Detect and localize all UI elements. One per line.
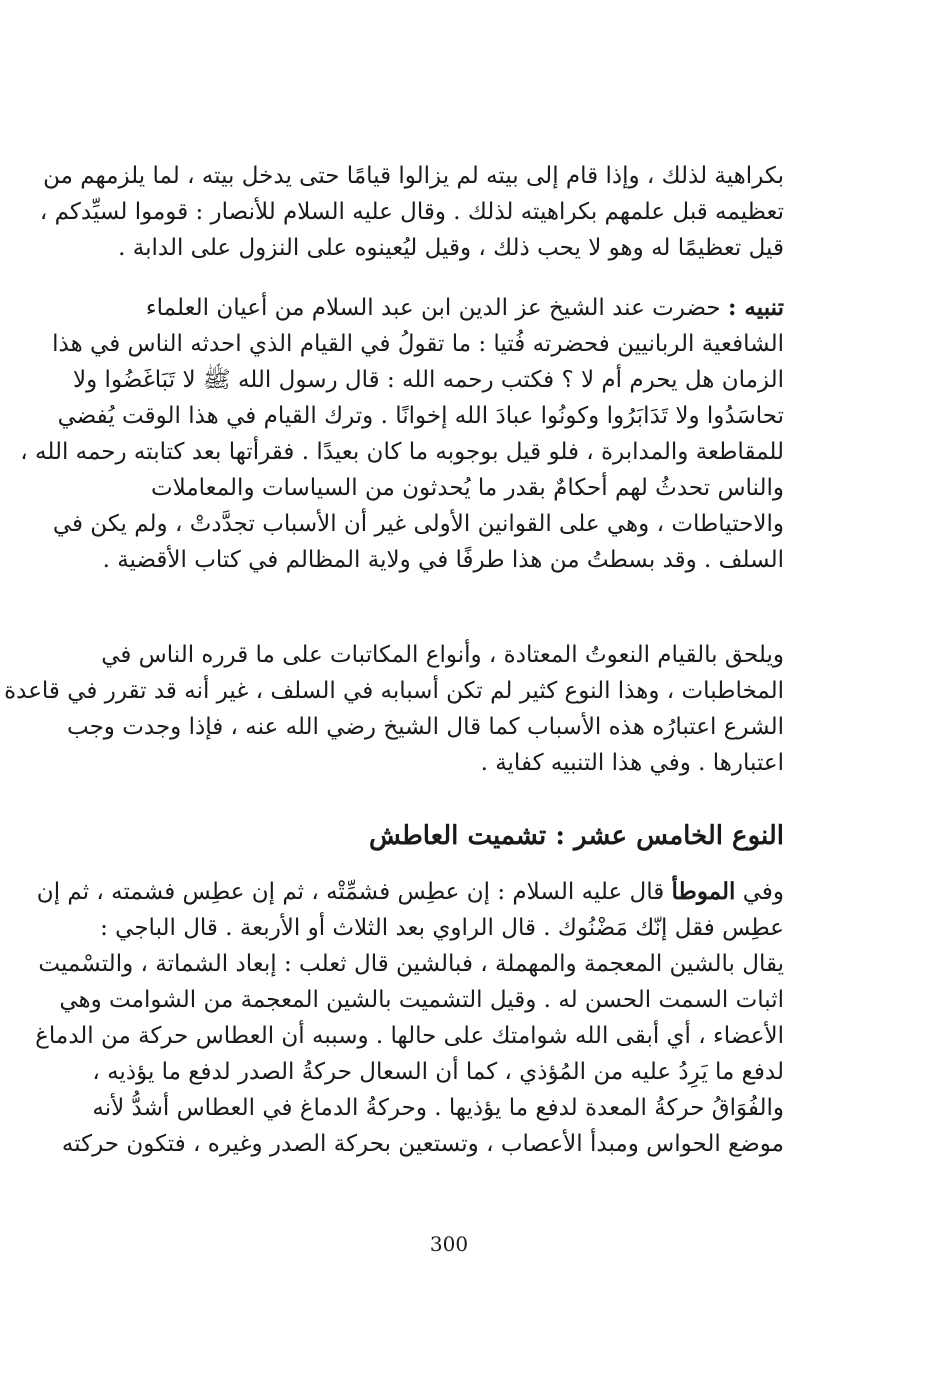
text-line: اثبات السمت الحسن له . وقيل التشميت بالشين المعجمة من الشوامت وهي: [59, 987, 784, 1013]
tanbih-label: تنبيه :: [727, 294, 784, 321]
paragraph-1: [39, 158, 784, 266]
text-line: الشرع اعتبارُه هذه الأسباب كما قال الشيخ رضي الله عنه ، فإذا وجدت وجب: [67, 714, 784, 740]
text-line: والاحتياطات ، وهي على القوانين الأولى غير أن الأسباب تجدَّدتْ ، ولم يكن في: [52, 511, 784, 537]
text-line: لدفع ما يَرِدُ عليه من المُؤذي ، كما أن السعال حركةُ الصدر لدفع ما يؤذيه ،: [92, 1059, 784, 1085]
text-line: السلف . وقد بسطتُ من هذا طرفًا في ولاية المظالم في كتاب الأقضية .: [102, 547, 784, 573]
paragraph-3: [4, 637, 784, 781]
text-line: الزمان هل يحرم أم لا ؟ فكتب رحمه الله : قال رسول الله ﷺ لا تَبَاغَضُوا ولا: [73, 367, 784, 393]
text-line: يقال بالشين المعجمة والمهملة ، فبالشين قال ثعلب : إبعاد الشماتة ، والتسْميت: [38, 951, 784, 977]
paragraph-2-tanbih: [20, 290, 784, 578]
text-line: المخاطبات ، وهذا النوع كثير لم تكن أسبابه في السلف ، غير أنه قد تقرر في قاعدة: [4, 678, 784, 704]
text-line: والناس تحدثُ لهم أحكامٌ بقدر ما يُحدثون من السياسات والمعاملات: [150, 475, 784, 501]
paragraph-4: [35, 874, 784, 1162]
section-heading: النوع الخامس عشر : تشميت العاطش: [368, 821, 784, 851]
text-fragment: وفي: [735, 879, 784, 905]
muwatta-label: الموطأ: [671, 878, 736, 905]
text-line: تعظيمه قبل علمهم بكراهيته لذلك . وقال عليه السلام للأنصار : قوموا لسيِّدكم ،: [39, 199, 784, 225]
text-fragment: قال عليه السلام : إن عطِس فشمِّتْه ، ثم إن عطِس فشمته ، ثم إن: [36, 879, 672, 905]
text-line: الأعضاء ، أي أبقى الله شوامتك على حالها . وسببه أن العطاس حركة من الدماغ: [35, 1023, 784, 1049]
text-line: [108, 290, 784, 326]
text-line: الشافعية الربانيين فحضرته فُتيا : ما تقولُ في القيام الذي احدثه الناس في هذا: [52, 331, 784, 357]
text-line: اعتبارها . وفي هذا التنبيه كفاية .: [480, 750, 784, 776]
text-line: والفُوَاقُ حركةُ المعدة لدفع ما يؤذيها . وحركةُ الدماغ في العطاس أشدُّ لأنه: [92, 1095, 784, 1121]
text-line: تحاسَدُوا ولا تَدَابَرُوا وكونُوا عبادَ الله إخوانًا . وترك القيام في هذا الوقت يُفضي: [57, 403, 784, 429]
text-line: بكراهية لذلك ، وإذا قام إلى بيته لم يزالوا قيامًا حتى يدخل بيته ، لما يلزمهم من: [43, 163, 784, 189]
text-line: للمقاطعة والمدابرة ، فلو قيل بوجوبه ما كان بعيدًا . فقرأتها بعد كتابته رحمه الله ،: [20, 439, 784, 465]
page-number: 300: [429, 1232, 469, 1256]
text-line: قيل تعظيمًا له وهو لا يحب ذلك ، وقيل ليُعينوه على النزول على الدابة .: [118, 235, 784, 261]
text-line: ويلحق بالقيام النعوتُ المعتادة ، وأنواع المكاتبات على ما قرره الناس في: [101, 642, 784, 668]
text-line: عطِس فقل إنّك مَضْنُوك . قال الراوي بعد الثلاث أو الأربعة . قال الباجي :: [100, 915, 784, 941]
text-fragment: حضرت عند الشيخ عز الدين ابن عبد السلام من أعيان العلماء: [145, 295, 728, 321]
text-line: [36, 874, 784, 910]
text-line: موضع الحواس ومبدأ الأعصاب ، وتستعين بحركة الصدر وغيره ، فتكون حركته: [61, 1131, 784, 1157]
